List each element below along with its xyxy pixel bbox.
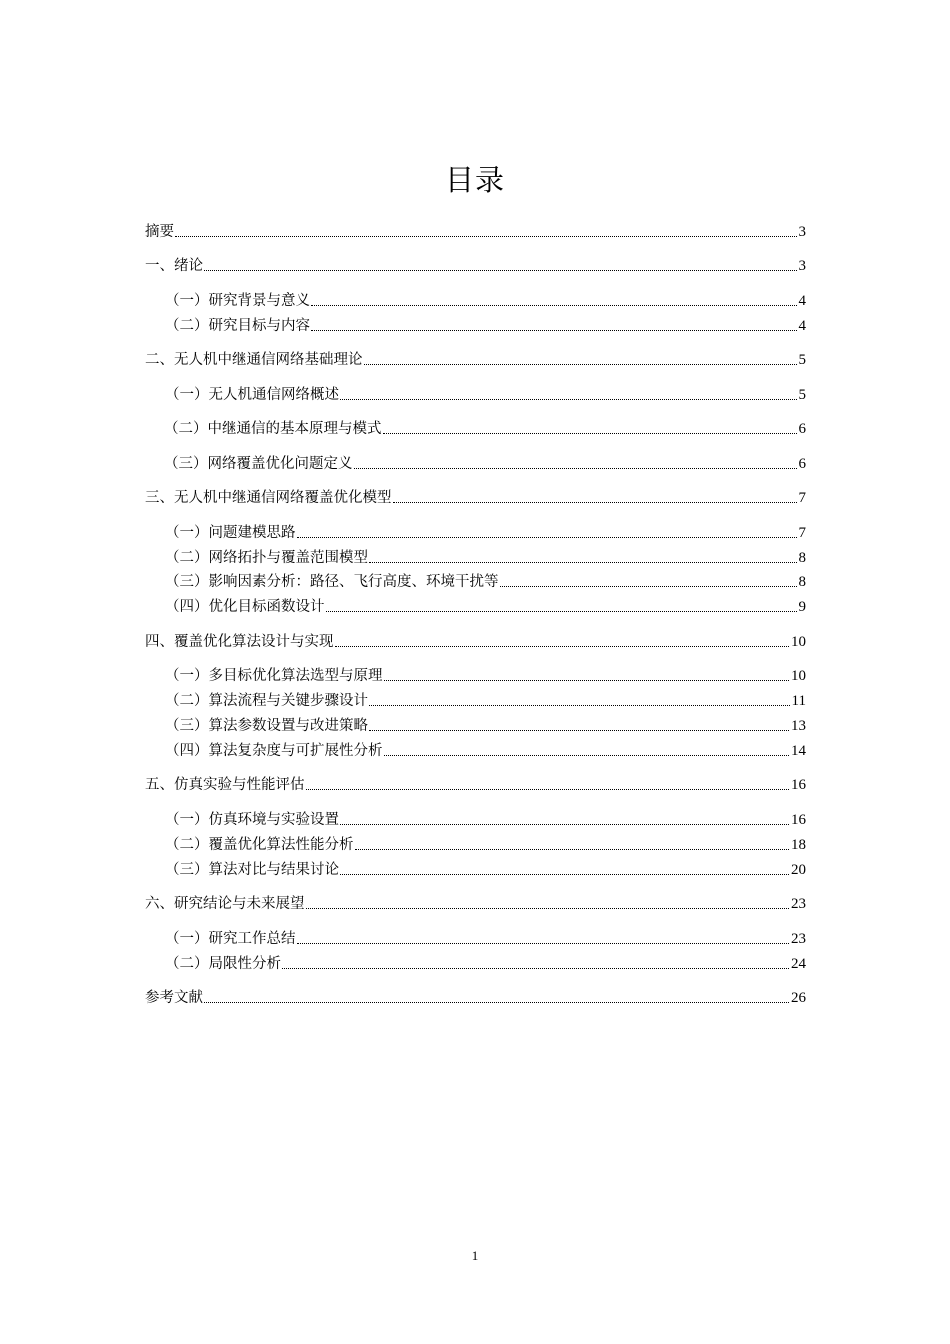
- toc-entry-label: 摘要: [145, 224, 174, 240]
- toc-entry-page: 4: [798, 293, 806, 309]
- toc-dot-leader: [500, 586, 797, 587]
- toc-entry-page: 10: [791, 634, 806, 650]
- toc-entry-page: 8: [798, 550, 806, 566]
- toc-entry-page: 13: [791, 718, 806, 734]
- toc-dot-leader: [204, 1002, 789, 1003]
- toc-dot-leader: [369, 562, 797, 563]
- toc-entry-label: 一、绪论: [145, 258, 203, 274]
- toc-entry-label: （二）局限性分析: [165, 956, 281, 972]
- toc-entry[interactable]: [165, 689, 806, 711]
- toc-entry-label: 四、覆盖优化算法设计与实现: [145, 634, 334, 650]
- toc-entry[interactable]: [165, 546, 806, 568]
- toc-entry-page: 26: [791, 990, 806, 1006]
- toc-entry[interactable]: [165, 595, 806, 617]
- toc-entry[interactable]: [165, 858, 806, 880]
- toc-entry[interactable]: [145, 986, 806, 1008]
- toc-entry-label: （三）算法对比与结果讨论: [165, 862, 339, 878]
- toc-entry-page: 18: [791, 837, 806, 853]
- toc-dot-leader: [175, 236, 797, 237]
- toc-entry[interactable]: [165, 808, 806, 830]
- toc-dot-leader: [306, 789, 790, 790]
- toc-entry-page: 3: [798, 224, 806, 240]
- toc-entry-page: 6: [798, 456, 806, 472]
- toc-entry[interactable]: [165, 383, 806, 405]
- toc-entry-label: 二、无人机中继通信网络基础理论: [145, 352, 363, 368]
- toc-entry-label: （二）算法流程与关键步骤设计: [165, 693, 368, 709]
- toc-dot-leader: [335, 646, 790, 647]
- toc-entry-page: 20: [791, 862, 806, 878]
- toc-entry[interactable]: [165, 714, 806, 736]
- toc-entry-page: 7: [798, 525, 806, 541]
- toc-entry-page: 5: [798, 387, 806, 403]
- toc-entry[interactable]: [164, 452, 806, 474]
- toc-entry-page: 11: [791, 693, 806, 709]
- toc-entry-label: 三、无人机中继通信网络覆盖优化模型: [145, 490, 392, 506]
- toc-entry[interactable]: [165, 314, 806, 336]
- toc-dot-leader: [369, 705, 790, 706]
- toc-entry[interactable]: [165, 952, 806, 974]
- toc-entry-page: 23: [791, 931, 806, 947]
- toc-entry-page: 4: [798, 318, 806, 334]
- toc-entry-label: 五、仿真实验与性能评估: [145, 777, 305, 793]
- toc-entry[interactable]: [145, 348, 806, 370]
- toc-entry[interactable]: [165, 833, 806, 855]
- toc-entry-label: （一）问题建模思路: [165, 525, 296, 541]
- toc-entry-label: （二）中继通信的基本原理与模式: [164, 421, 382, 437]
- toc-entry[interactable]: [145, 773, 806, 795]
- toc-dot-leader: [204, 270, 797, 271]
- toc-entry[interactable]: [165, 289, 806, 311]
- toc-entry-page: 5: [798, 352, 806, 368]
- toc-entry-label: （二）网络拓扑与覆盖范围模型: [165, 550, 368, 566]
- toc-entry-page: 14: [791, 743, 806, 759]
- toc-entry[interactable]: [145, 220, 806, 242]
- toc-entry-label: 参考文献: [145, 990, 203, 1006]
- toc-dot-leader: [340, 824, 789, 825]
- toc-dot-leader: [282, 968, 789, 969]
- toc-dot-leader: [383, 433, 797, 434]
- toc-dot-leader: [393, 502, 797, 503]
- toc-entry[interactable]: [165, 739, 806, 761]
- toc-entry-page: 6: [798, 421, 806, 437]
- toc-entry-label: （二）覆盖优化算法性能分析: [165, 837, 354, 853]
- toc-entry[interactable]: [165, 570, 806, 592]
- toc-dot-leader: [384, 680, 790, 681]
- toc-dot-leader: [340, 874, 789, 875]
- page-title: 目录: [444, 163, 505, 197]
- toc-entry[interactable]: [145, 892, 806, 914]
- toc-dot-leader: [369, 730, 789, 731]
- toc-entry-label: （四）算法复杂度与可扩展性分析: [165, 743, 383, 759]
- toc-entry-label: （一）研究工作总结: [165, 931, 296, 947]
- toc-entry-page: 7: [798, 490, 806, 506]
- toc-dot-leader: [311, 305, 797, 306]
- toc-entry[interactable]: [145, 630, 806, 652]
- toc-entry[interactable]: [165, 521, 806, 543]
- toc-entry-page: 10: [791, 668, 806, 684]
- toc-entry[interactable]: [165, 927, 806, 949]
- toc-entry-page: 24: [791, 956, 806, 972]
- toc-entry-label: （三）影响因素分析：路径、飞行高度、环境干扰等: [165, 574, 499, 590]
- toc-entry-label: （一）研究背景与意义: [165, 293, 310, 309]
- toc-entry-label: （四）优化目标函数设计: [165, 599, 325, 615]
- toc-dot-leader: [297, 537, 797, 538]
- toc-entry-label: （三）网络覆盖优化问题定义: [164, 456, 353, 472]
- toc-entry-label: （二）研究目标与内容: [165, 318, 310, 334]
- page-number: 1: [471, 1248, 479, 1263]
- toc-entry-page: 23: [791, 896, 806, 912]
- toc-dot-leader: [364, 364, 797, 365]
- toc-entry-label: 六、研究结论与未来展望: [145, 896, 305, 912]
- toc-entry-page: 9: [798, 599, 806, 615]
- toc-dot-leader: [355, 849, 790, 850]
- toc-entry[interactable]: [145, 486, 806, 508]
- toc-entry-page: 8: [798, 574, 806, 590]
- toc-entry-page: 16: [791, 777, 806, 793]
- toc-dot-leader: [311, 330, 797, 331]
- toc-entry[interactable]: [165, 664, 806, 686]
- toc-dot-leader: [384, 755, 790, 756]
- toc-dot-leader: [354, 468, 797, 469]
- toc-dot-leader: [306, 908, 790, 909]
- toc-dot-leader: [326, 611, 797, 612]
- toc-entry[interactable]: [145, 254, 806, 276]
- toc-entry-label: （三）算法参数设置与改进策略: [165, 718, 368, 734]
- toc-entry-page: 16: [791, 812, 806, 828]
- toc-entry-label: （一）无人机通信网络概述: [165, 387, 339, 403]
- toc-entry[interactable]: [164, 417, 806, 439]
- toc-entry-label: （一）多目标优化算法选型与原理: [165, 668, 383, 684]
- toc-entry-page: 3: [798, 258, 806, 274]
- toc-dot-leader: [340, 399, 797, 400]
- toc-entry-label: （一）仿真环境与实验设置: [165, 812, 339, 828]
- toc-dot-leader: [297, 943, 790, 944]
